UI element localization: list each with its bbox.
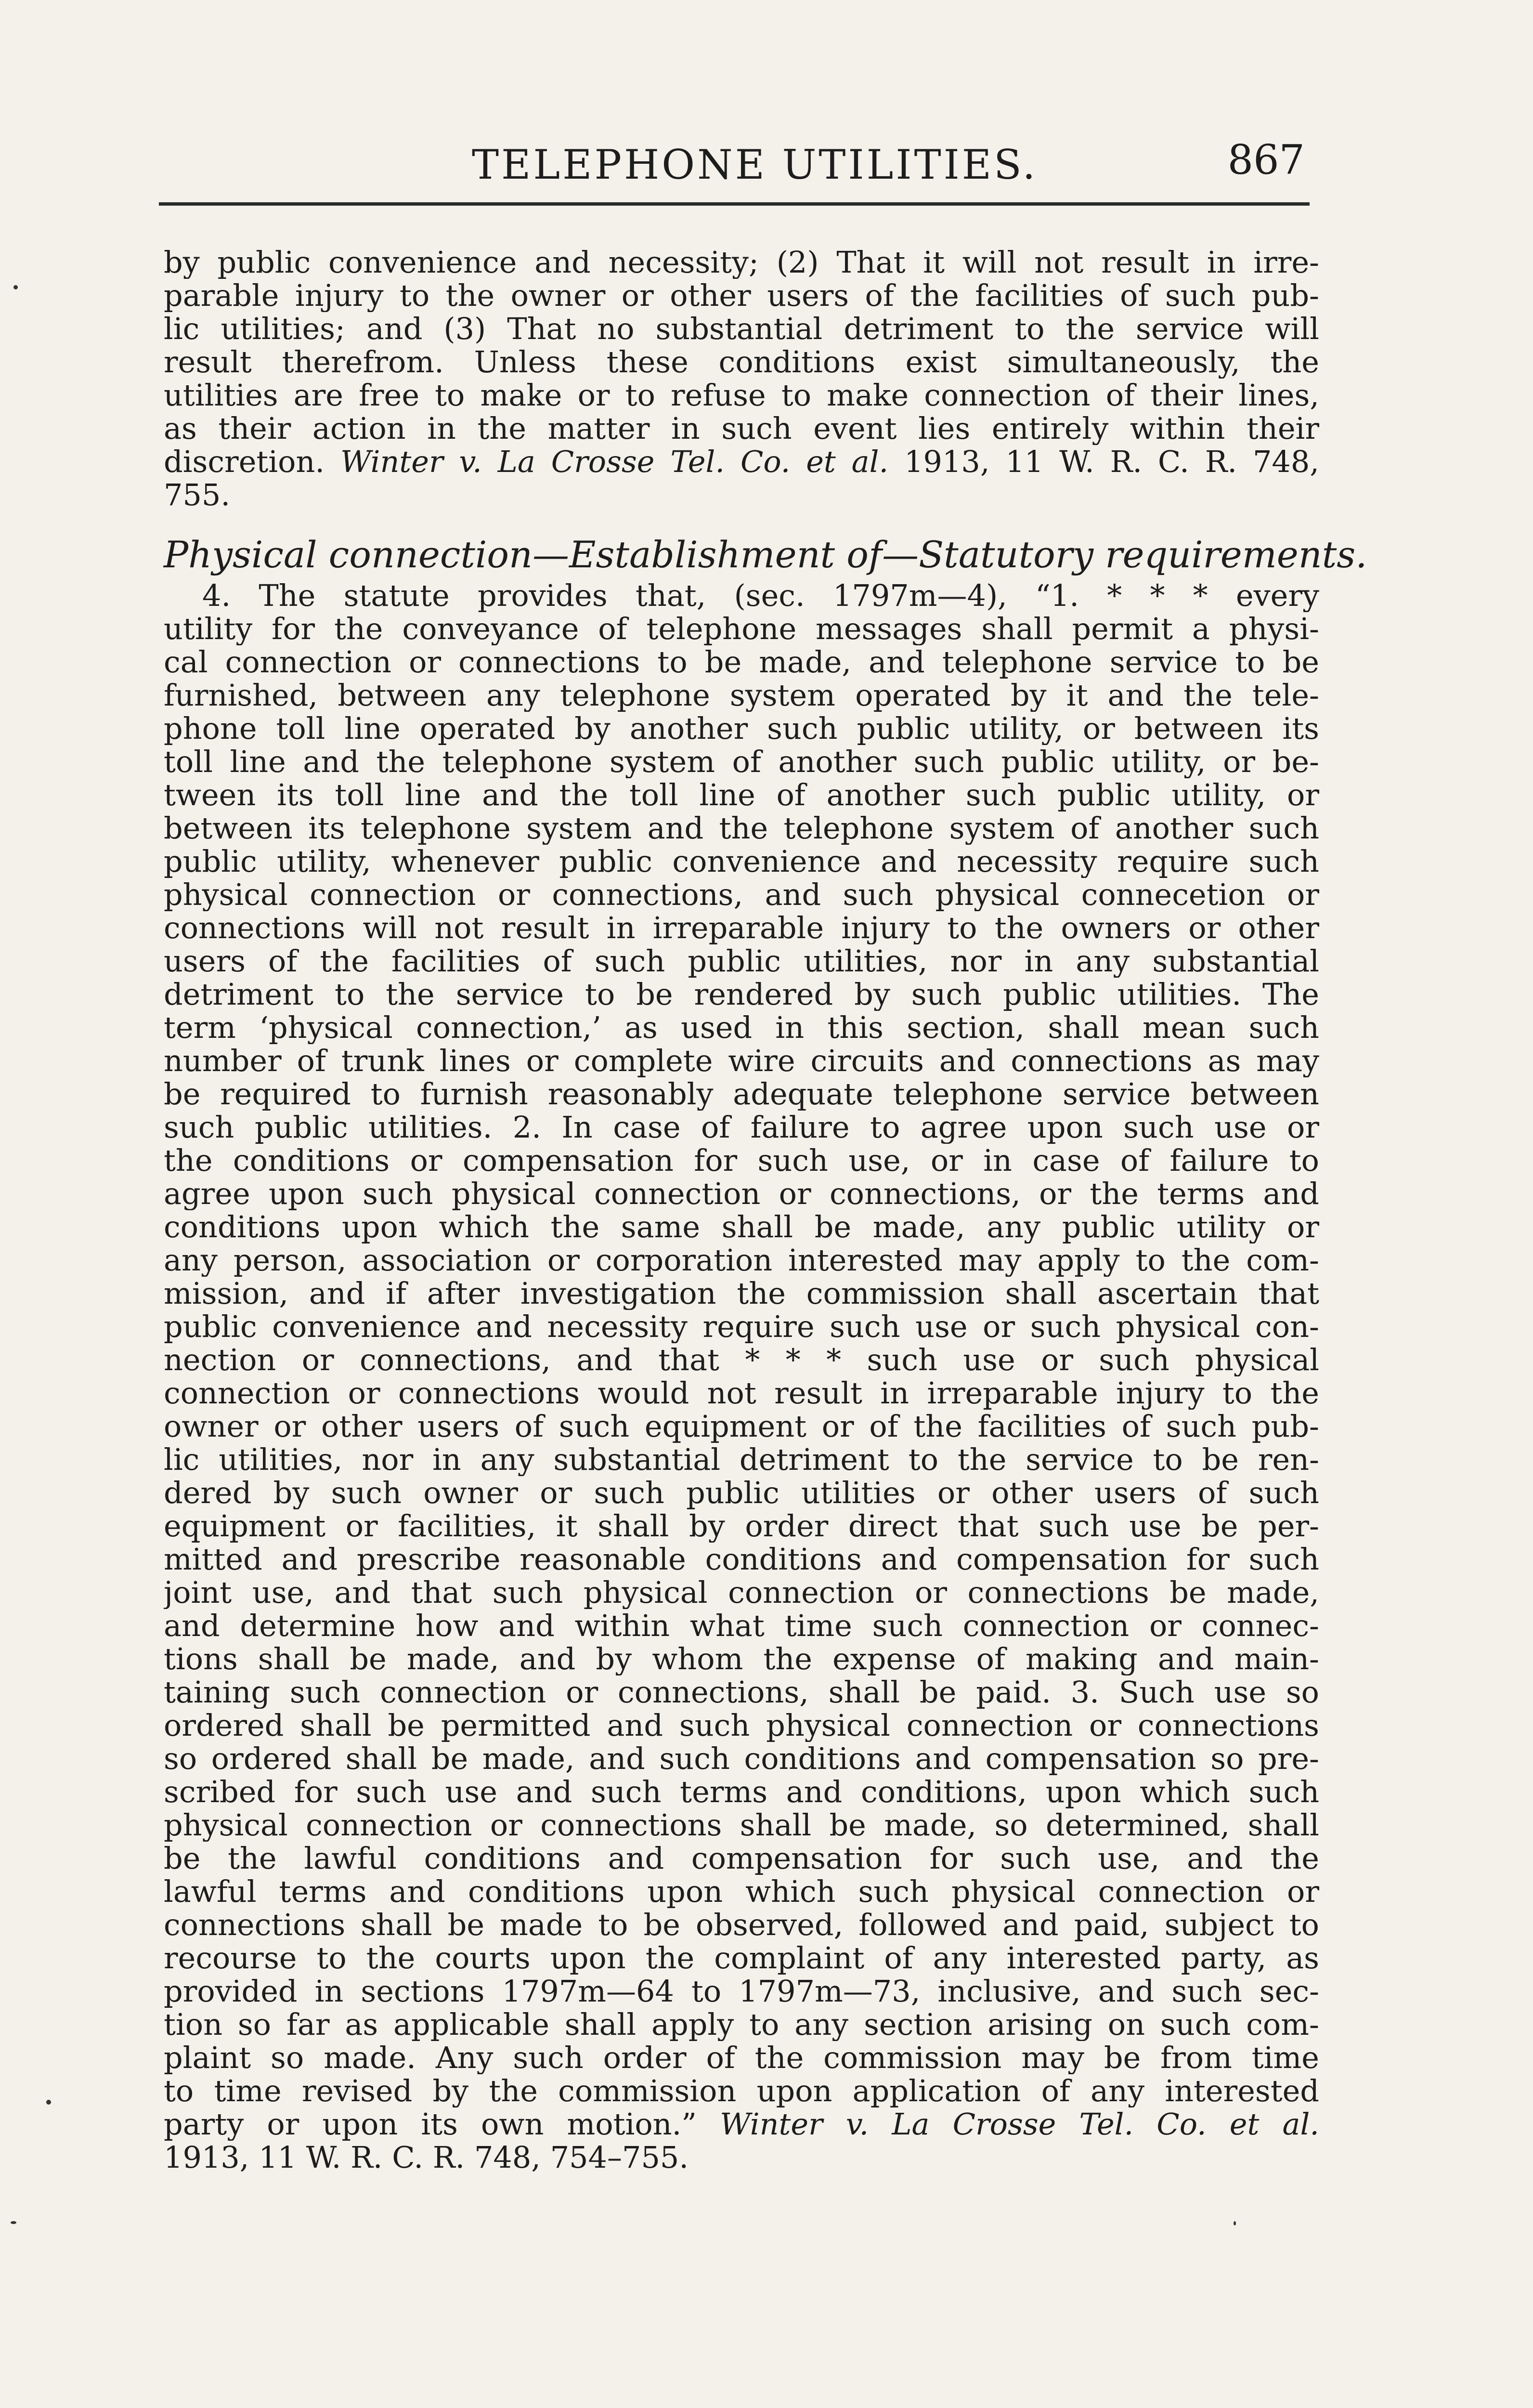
text-line: lic utilities, nor in any substantial detriment to the service to be ren-	[164, 1443, 1319, 1476]
text-line: cal connection or connections to be made, and telephone service to be	[164, 645, 1319, 679]
text-line: detriment to the service to be rendered by such public utilities. The	[164, 978, 1319, 1011]
text-line: joint use, and that such physical connection or connections be made,	[164, 1576, 1319, 1609]
text-line: as their action in the matter in such event lies entirely within their	[164, 412, 1319, 445]
paragraph-1	[164, 246, 1319, 511]
citation-prefix: party or upon its own motion.”	[164, 2107, 697, 2141]
text-line: to time revised by the commission upon application of any interested	[164, 2074, 1319, 2107]
text-line: so ordered shall be made, and such conditions and compensation so pre-	[164, 1742, 1319, 1775]
citation-prefix: discretion.	[164, 445, 325, 478]
text-line: agree upon such physical connection or connections, or the terms and	[164, 1177, 1319, 1210]
text-line: be the lawful conditions and compensation for such use, and the	[164, 1842, 1319, 1875]
text-line: provided in sections 1797m—64 to 1797m—73, inclusive, and such sec-	[164, 1975, 1319, 2008]
text-line: 4. The statute provides that, (sec. 1797m—4), “1. * * * every	[202, 579, 1319, 612]
text-line: lawful terms and conditions upon which such physical connection or	[164, 1875, 1319, 1908]
text-line: nection or connections, and that * * * such use or such physical	[164, 1343, 1319, 1376]
paragraph-2	[164, 579, 1319, 2107]
text-line: and determine how and within what time such connection or connec-	[164, 1609, 1319, 1642]
running-title: TELEPHONE UTILITIES.	[472, 141, 1038, 188]
text-line: utility for the conveyance of telephone messages shall permit a physi-	[164, 612, 1319, 645]
citation-line	[164, 2107, 1319, 2141]
text-line: furnished, between any telephone system operated by it and the tele-	[164, 679, 1319, 712]
text-line: such public utilities. 2. In case of failure to agree upon such use or	[164, 1111, 1319, 1144]
text-line: public convenience and necessity require such use or such physical con-	[164, 1310, 1319, 1343]
text-line: conditions upon which the same shall be made, any public utility or	[164, 1210, 1319, 1243]
text-line: the conditions or compensation for such use, or in case of failure to	[164, 1144, 1319, 1177]
text-line: lic utilities; and (3) That no substantial detriment to the service will	[164, 312, 1319, 345]
citation-continuation: 755.	[164, 478, 231, 511]
text-line: parable injury to the owner or other users of the facilities of such pub-	[164, 279, 1319, 312]
text-line: dered by such owner or such public utilities or other users of such	[164, 1476, 1319, 1509]
paragraph-2-citation	[164, 2107, 1319, 2174]
text-line: connections shall be made to be observed, followed and paid, subject to	[164, 1908, 1319, 1941]
text-line: users of the facilities of such public utilities, nor in any substantial	[164, 944, 1319, 978]
text-line: physical connection or connections, and such physical connecetion or	[164, 878, 1319, 911]
margin-speck	[46, 2100, 51, 2105]
margin-speck	[13, 285, 18, 289]
text-line: recourse to the courts upon the complaint of any interested party, as	[164, 1941, 1319, 1975]
citation-line	[164, 445, 1319, 478]
text-line: scribed for such use and such terms and conditions, upon which such	[164, 1775, 1319, 1808]
text-line: between its telephone system and the telephone system of another such	[164, 811, 1319, 845]
text-line: connection or connections would not result in irreparable injury to the	[164, 1376, 1319, 1410]
text-line: ordered shall be permitted and such physical connection or connections	[164, 1709, 1319, 1742]
citation-continuation: 1913, 11 W. R. C. R. 748, 754–755.	[164, 2141, 689, 2174]
text-line: toll line and the telephone system of another such public utility, or be-	[164, 745, 1319, 778]
text-line: tion so far as applicable shall apply to any section arising on such com-	[164, 2008, 1319, 2041]
text-line: by public convenience and necessity; (2) That it will not result in irre-	[164, 246, 1319, 279]
text-line: equipment or facilities, it shall by order direct that such use be per-	[164, 1509, 1319, 1543]
text-line: taining such connection or connections, shall be paid. 3. Such use so	[164, 1675, 1319, 1709]
page-header	[164, 136, 1305, 207]
text-line: mitted and prescribe reasonable conditions and compensation for such	[164, 1543, 1319, 1576]
text-line: utilities are free to make or to refuse to make connection of their lines,	[164, 379, 1319, 412]
text-line: be required to furnish reasonably adequate telephone service between	[164, 1077, 1319, 1111]
case-name: Winter v. La Crosse Tel. Co. et al.	[720, 2107, 1319, 2141]
header-rule	[159, 202, 1310, 206]
text-line: any person, association or corporation interested may apply to the com-	[164, 1243, 1319, 1277]
text-line: plaint so made. Any such order of the commission may be from time	[164, 2041, 1319, 2074]
margin-speck	[1234, 2221, 1236, 2225]
margin-speck	[11, 2221, 16, 2224]
text-line: physical connection or connections shall be made, so determined, shall	[164, 1808, 1319, 1842]
section-heading: Physical connection—Establishment of—Statutory requirements.	[164, 533, 1367, 576]
citation-reporter: 1913, 11 W. R. C. R. 748,	[904, 445, 1319, 478]
page-body	[164, 246, 1367, 2174]
text-line: mission, and if after investigation the commission shall ascertain that	[164, 1277, 1319, 1310]
text-line: owner or other users of such equipment or of the facilities of such pub-	[164, 1410, 1319, 1443]
text-line: public utility, whenever public convenience and necessity require such	[164, 845, 1319, 878]
text-line: tions shall be made, and by whom the expense of making and main-	[164, 1642, 1319, 1675]
text-line: number of trunk lines or complete wire circuits and connections as may	[164, 1044, 1319, 1077]
text-line: term ‘physical connection,’ as used in this section, shall mean such	[164, 1011, 1319, 1044]
text-line: tween its toll line and the toll line of another such public utility, or	[164, 778, 1319, 811]
text-line: result therefrom. Unless these conditions exist simultaneously, the	[164, 345, 1319, 379]
case-name: Winter v. La Crosse Tel. Co. et al.	[340, 445, 889, 478]
text-line: phone toll line operated by another such public utility, or between its	[164, 712, 1319, 745]
page-number: 867	[1227, 136, 1305, 183]
text-line: connections will not result in irreparable injury to the owners or other	[164, 911, 1319, 944]
